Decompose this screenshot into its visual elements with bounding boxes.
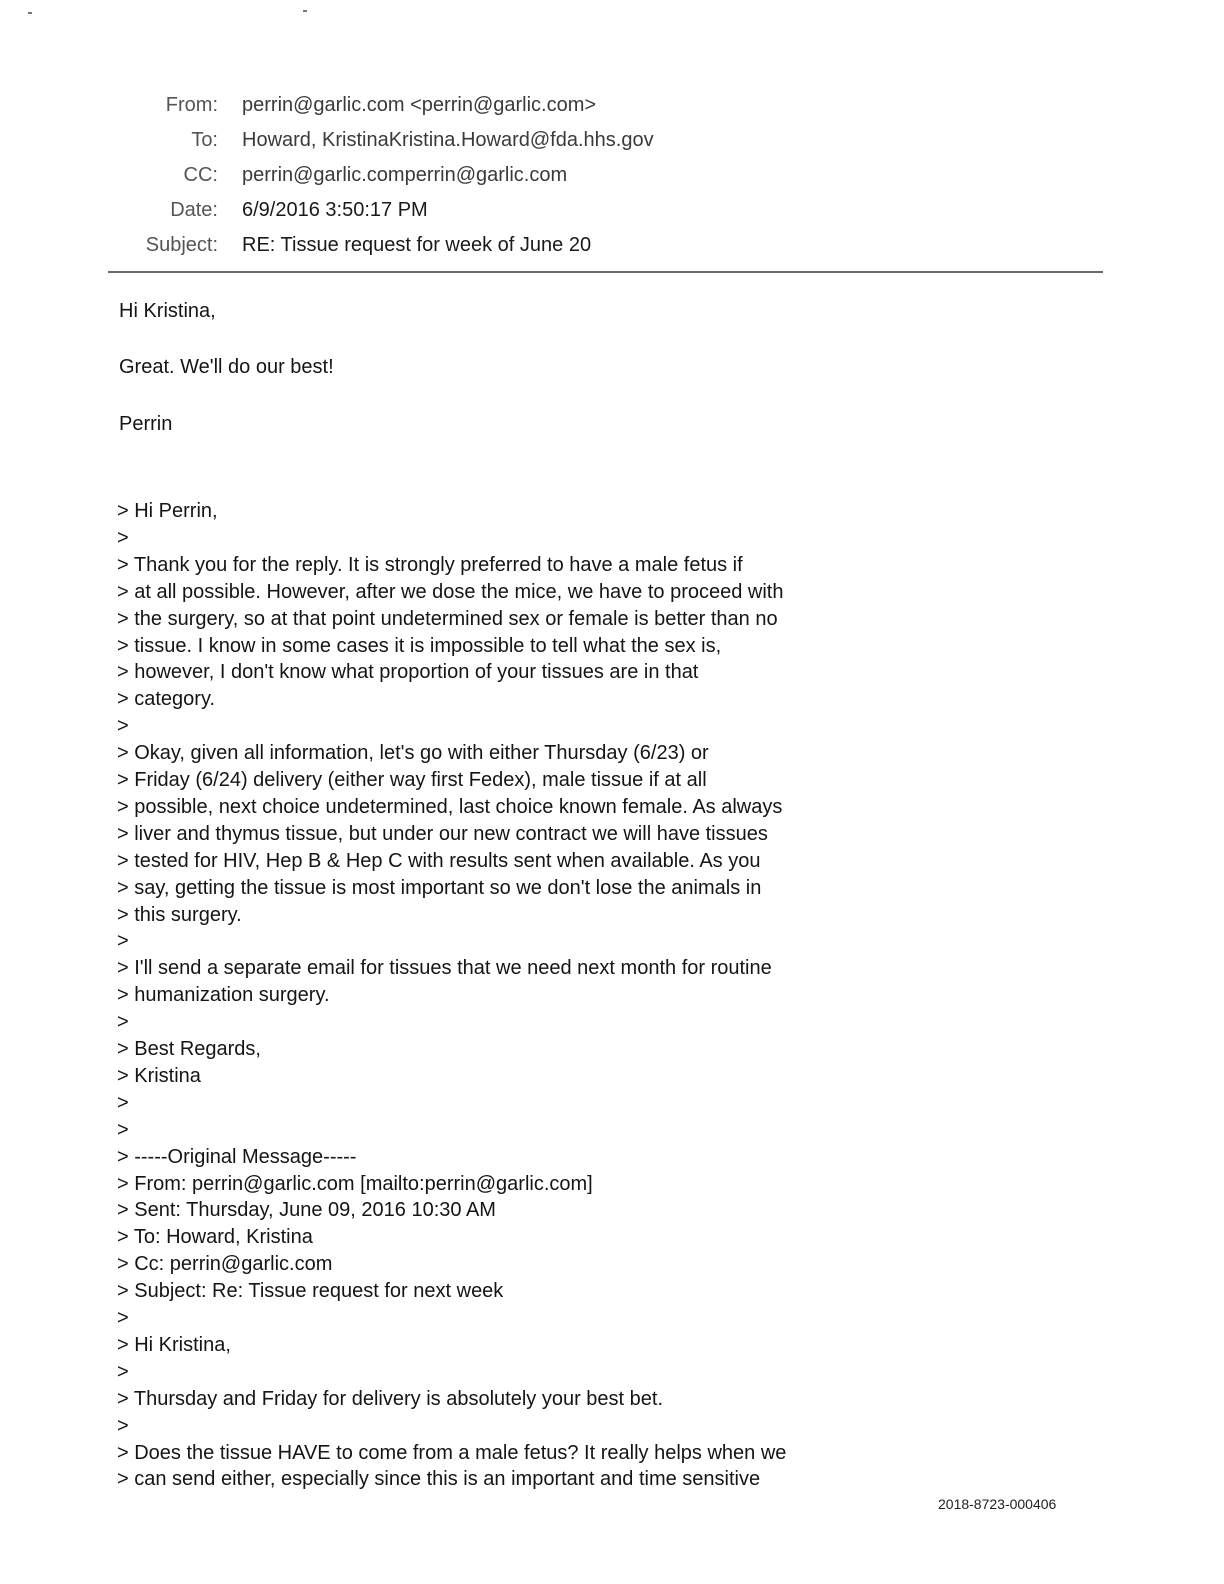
- quoted-line: > tested for HIV, Hep B & Hep C with results sent when available. As you: [117, 849, 761, 872]
- date-value: 6/9/2016 3:50:17 PM: [242, 199, 428, 221]
- quoted-line: >: [117, 1360, 129, 1383]
- quoted-line: > Best Regards,: [117, 1038, 261, 1060]
- greeting: Hi Kristina,: [119, 300, 216, 322]
- quoted-line: > liver and thymus tissue, but under our new contract we will have tissues: [117, 822, 768, 845]
- quoted-line: >: [117, 526, 129, 549]
- quoted-line: > Sent: Thursday, June 09, 2016 10:30 AM: [117, 1199, 496, 1222]
- quoted-line: >: [117, 1011, 129, 1034]
- quoted-line: >: [117, 1091, 129, 1114]
- quoted-line: >: [117, 1307, 129, 1329]
- quoted-line: >: [117, 1414, 129, 1437]
- subject-value: RE: Tissue request for week of June 20: [242, 234, 592, 256]
- quoted-line: > I'll send a separate email for tissues that we need next month for routine: [117, 957, 772, 980]
- message-text: Great. We'll do our best!: [119, 356, 334, 378]
- quoted-line: > say, getting the tissue is most important so we don't lose the animals in: [117, 876, 762, 899]
- quoted-line: >: [117, 1118, 129, 1141]
- subject-label: Subject:: [145, 234, 218, 256]
- date-label: Date:: [170, 199, 218, 221]
- quoted-line: > Okay, given all information, let's go with either Thursday (6/23) or: [117, 742, 709, 765]
- quoted-line: > the surgery, so at that point undetermined sex or female is better than no: [117, 607, 778, 630]
- quoted-line: > Thursday and Friday for delivery is absolutely your best bet.: [117, 1387, 664, 1410]
- signature: Perrin: [119, 413, 173, 435]
- quoted-line: > -----Original Message-----: [117, 1145, 357, 1168]
- quoted-line: > this surgery.: [117, 903, 242, 926]
- scan-speck: [303, 10, 307, 12]
- header-divider: [108, 271, 1103, 273]
- from-label: From:: [165, 94, 218, 116]
- quoted-line: >: [117, 715, 129, 738]
- scan-speck: [28, 12, 32, 14]
- quoted-line: > humanization surgery.: [117, 984, 330, 1007]
- quoted-line: > From: perrin@garlic.com [mailto:perrin@garlic.com]: [117, 1172, 593, 1195]
- from-value: perrin@garlic.com <perrin@garlic.com>: [242, 94, 597, 116]
- quoted-line: > Subject: Re: Tissue request for next week: [117, 1280, 504, 1303]
- quoted-line: > Hi Perrin,: [117, 500, 218, 522]
- quoted-line: > category.: [117, 688, 216, 711]
- cc-value: perrin@garlic.comperrin@garlic.com: [242, 164, 568, 186]
- quoted-line: > can send either, especially since this is an important and time sensitive: [117, 1468, 761, 1491]
- cc-label: CC:: [183, 164, 218, 186]
- quoted-line: > possible, next choice undetermined, last choice known female. As always: [117, 795, 783, 818]
- quoted-line: > Does the tissue HAVE to come from a male fetus? It really helps when we: [117, 1441, 787, 1464]
- quoted-line: > Cc: perrin@garlic.com: [117, 1253, 333, 1276]
- quoted-line: > Hi Kristina,: [117, 1333, 231, 1356]
- to-label: To:: [191, 129, 218, 151]
- to-value: Howard, KristinaKristina.Howard@fda.hhs.gov: [242, 129, 654, 151]
- quoted-line: > Thank you for the reply. It is strongly preferred to have a male fetus if: [117, 553, 743, 576]
- quoted-line: > however, I don't know what proportion of your tissues are in that: [117, 661, 699, 684]
- quoted-line: > To: Howard, Kristina: [117, 1226, 313, 1249]
- bates-number: 2018-8723-000406: [938, 1496, 1057, 1512]
- quoted-line: > tissue. I know in some cases it is impossible to tell what the sex is,: [117, 634, 722, 657]
- quoted-line: > Friday (6/24) delivery (either way first Fedex), male tissue if at all: [117, 769, 707, 791]
- quoted-line: > at all possible. However, after we dose the mice, we have to proceed with: [117, 580, 784, 603]
- quoted-line: >: [117, 930, 129, 953]
- quoted-line: > Kristina: [117, 1064, 201, 1087]
